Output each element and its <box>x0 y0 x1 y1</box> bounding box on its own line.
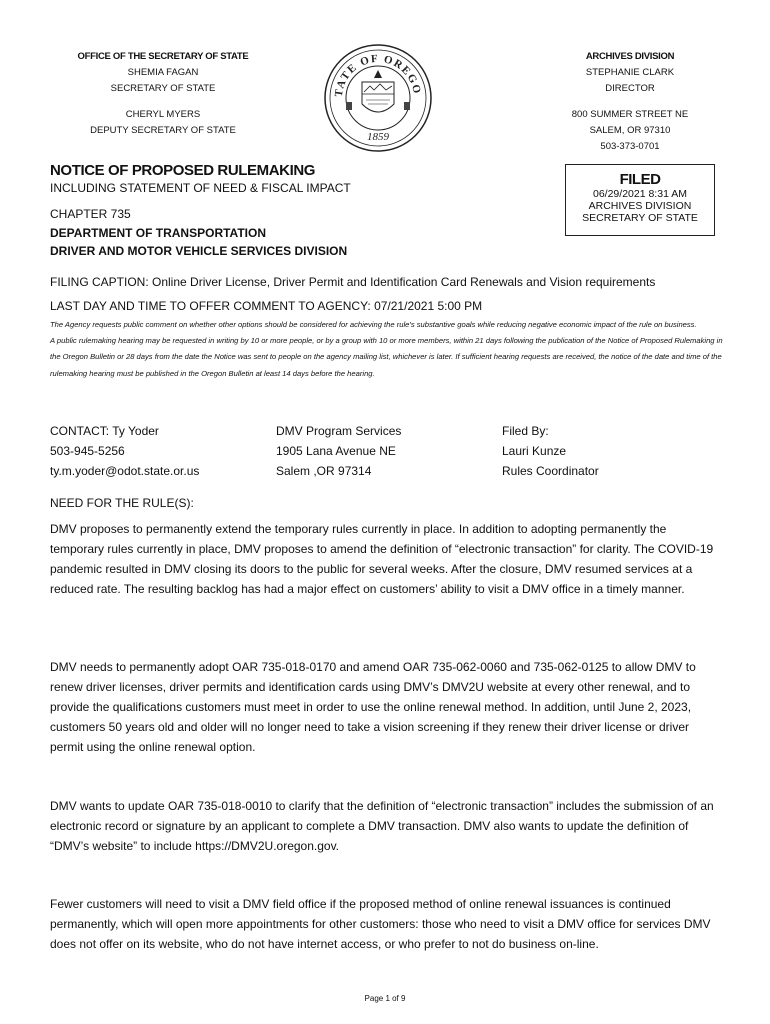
deputy-name: CHERYL MYERS <box>125 109 201 120</box>
contact-email[interactable]: ty.m.yoder@odot.state.or.us <box>50 464 200 478</box>
office-address-block <box>276 421 496 481</box>
chapter-number: CHAPTER 735 <box>50 207 131 221</box>
public-comment-notes <box>50 317 730 382</box>
filed-division: ARCHIVES DIVISION <box>588 200 692 212</box>
director-title: DIRECTOR <box>605 83 655 94</box>
filed-datetime: 06/29/2021 8:31 AM <box>593 188 687 200</box>
notice-title: NOTICE OF PROPOSED RULEMAKING <box>50 162 316 179</box>
need-paragraph-4: Fewer customers will need to visit a DMV field office if the proposed method of online renewal issuances is continued permanently, which will open more appointments for other customers: those who need to visit a DMV office for services DMV does not offer on its website, who do not have internet access, or who prefer to not do business on-line. <box>50 897 711 951</box>
office-name-line: DMV Program Services <box>276 424 402 438</box>
header-left <box>48 49 278 139</box>
last-day-comment: LAST DAY AND TIME TO OFFER COMMENT TO AGENCY: 07/21/2021 5:00 PM <box>50 299 483 313</box>
address-line2: SALEM, OR 97310 <box>589 125 671 136</box>
department-name: DEPARTMENT OF TRANSPORTATION <box>50 226 266 240</box>
filed-by-title: Rules Coordinator <box>502 464 599 478</box>
filed-office: SECRETARY OF STATE <box>582 212 698 224</box>
office-city: Salem ,OR 97314 <box>276 464 372 478</box>
archives-division: ARCHIVES DIVISION <box>585 51 675 62</box>
contact-phone: 503-945-5256 <box>50 444 125 458</box>
note-paragraph: A public rulemaking hearing may be requested in writing by 10 or more people, or by a group with 10 or more members, within 21 days following the publication of the Notice of Proposed Rulemaking in the Oregon Bulletin or 28 days from the date the Notice was sent to people on the agency mailing list, whichever is later. If sufficient hearing requests are received, the notice of the date and time of the rulemaking hearing must be published in the Oregon Bulletin at least 14 days before the hearing. <box>50 336 723 378</box>
contact-block <box>50 421 270 481</box>
notice-subtitle: INCLUDING STATEMENT OF NEED & FISCAL IMPACT <box>50 181 351 195</box>
office-street: 1905 Lana Avenue NE <box>276 444 396 458</box>
note-paragraph: The Agency requests public comment on whether other options should be considered for achieving the rule's substantive goals while reducing negative economic impact of the rule on business. <box>50 320 697 329</box>
office-name: OFFICE OF THE SECRETARY OF STATE <box>77 51 249 62</box>
contact-name: CONTACT: Ty Yoder <box>50 424 159 438</box>
filed-stamp <box>565 164 715 236</box>
secretary-name: SHEMIA FAGAN <box>127 67 199 78</box>
deputy-title: DEPUTY SECRETARY OF STATE <box>90 125 236 136</box>
secretary-title: SECRETARY OF STATE <box>110 83 216 94</box>
need-heading: NEED FOR THE RULE(S): <box>50 496 194 510</box>
need-paragraph-1: DMV proposes to permanently extend the temporary rules currently in place. In addition to adopting permanently the temporary rules currently in place, DMV proposes to amend the definition of “electronic transaction” for clarity. The COVID-19 pandemic resulted in DMV closing its doors to the public for several weeks. After the closure, DMV resumed services at a reduced rate. The resulting backlog has had a major effect on customers’ ability to visit a DMV office in a timely manner. <box>50 522 714 596</box>
division-name: DRIVER AND MOTOR VEHICLE SERVICES DIVISION <box>50 244 348 258</box>
header-right <box>520 49 740 155</box>
seal-text: TATE OF OREGO <box>332 52 424 98</box>
archives-phone: 503-373-0701 <box>600 141 660 152</box>
need-paragraph-2: DMV needs to permanently adopt OAR 735-018-0170 and amend OAR 735-062-0060 and 735-062-0125 to allow DMV to renew driver licenses, driver permits and identification cards using DMV’s DMV2U website at every other renewal, and to provide the qualifications customers must meet in order to use the online renewal method. In addition, until June 2, 2023, customers 50 years old and older will no longer need to take a vision screening if they renew their driver license or driver permit using the online renewal option. <box>50 660 696 754</box>
need-paragraph-3: DMV wants to update OAR 735-018-0010 to clarify that the definition of “electronic transaction” includes the submission of an electronic record or signature by an applicant to complete a DMV transaction. DMV also wants to update the definition of “DMV’s website” to include https://DMV2U.oregon.gov. <box>50 799 714 853</box>
department-block <box>50 224 347 260</box>
director-name: STEPHANIE CLARK <box>585 67 675 78</box>
seal-year: 1859 <box>367 131 389 143</box>
filed-label: FILED <box>619 171 661 188</box>
filed-by-name: Lauri Kunze <box>502 444 567 458</box>
filed-by-block <box>502 421 722 481</box>
page-number: Page 1 of 9 <box>364 994 406 1003</box>
filed-by-label: Filed By: <box>502 424 549 438</box>
oregon-state-seal <box>322 42 434 154</box>
address-line1: 800 SUMMER STREET NE <box>571 109 689 120</box>
filing-caption: FILING CAPTION: Online Driver License, Driver Permit and Identification Card Renewals and Vision requirements <box>50 275 656 289</box>
